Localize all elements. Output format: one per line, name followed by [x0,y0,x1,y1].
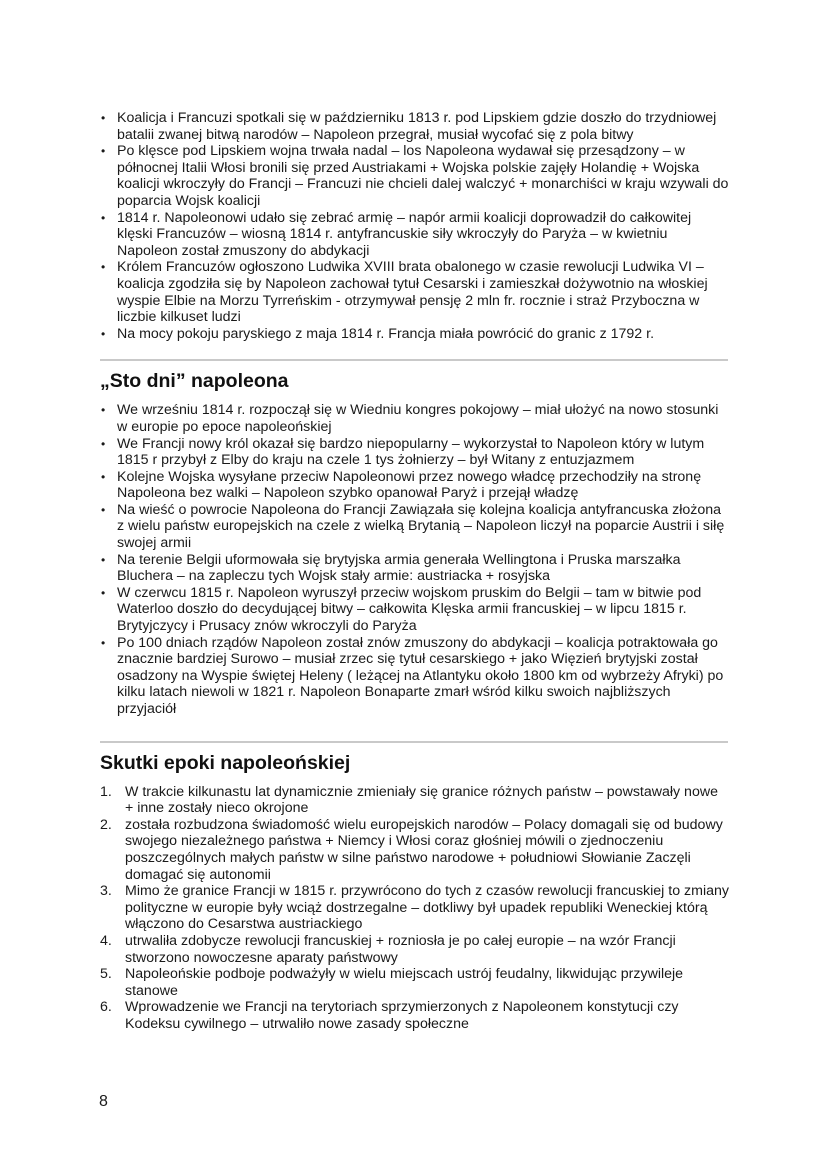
numbered-item [100,784,730,817]
section-heading-skutki: Skutki epoki napoleońskiej [100,751,351,774]
section-heading-sto-dni: „Sto dni” napoleona [100,370,289,393]
bullet-icon: • [101,403,106,418]
list-item-text: Królem Francuzów ogłoszono Ludwika XVIII brata obalonego w czasie rewolucji Ludwika VI – koalicja zgodziła się by Napoleon zachował tytuł Cesarski i zamieszkał dożywotnio na włoskiej wyspie Elbie na Morzu Tyrreńskim - otrzymywał pensję 2 mln fr. rocznie i straż Przyboczna w liczbie kilkuset ludzi [117,259,708,326]
item-number: 6. [100,999,112,1016]
bullet-icon: • [101,210,106,225]
list-item [100,585,730,635]
numbered-item [100,883,730,933]
bullet-icon: • [101,436,106,451]
list-item [100,110,730,143]
bullet-icon: • [101,260,106,275]
list-item-text: Na terenie Belgii uformowała się brytyjska armia generała Wellingtona i Pruska marszałka Bluchera – na zapleczu tych Wojsk stały armie: austriacka + rosyjska [117,551,681,585]
section2-bullet-list [100,402,730,717]
item-number: 2. [100,816,112,833]
bullet-icon: • [101,502,106,517]
list-item-text: W czerwcu 1815 r. Napoleon wyruszył przeciw wojskom pruskim do Belgii – tam w bitwie pod Waterloo doszło do decydującej bitwy – całkowita Klęska armii francuskiej – w lipcu 1815 r. Brytyjczycy i Prusacy znów wkroczyli do Paryża [117,584,702,635]
list-item-text: Na wieść o powrocie Napoleona do Francji Zawiązała się kolejna koalicja antyfrancuska złożona z wielu państw europejskich na czele z wielką Brytanią – Napoleon liczył na poparcie Austrii i siłę swojej armii [117,501,725,552]
bullet-icon: • [101,585,106,600]
list-item [100,402,730,435]
numbered-item-text: utrwaliła zdobycze rewolucji francuskiej + rozniosła je po całej europie – na wzór Francji stworzono nowoczesne aparaty państwowy [125,932,676,966]
item-number: 3. [100,883,112,900]
bullet-icon: • [101,144,106,159]
numbered-item [100,966,730,999]
bullet-icon: • [101,469,106,484]
list-item-text: Na mocy pokoju paryskiego z maja 1814 r. Francja miała powrócić do granic z 1792 r. [117,325,655,342]
list-item [100,469,730,502]
list-item-text: 1814 r. Napoleonowi udało się zebrać armię – napór armii koalicji doprowadził do całkowitej klęski Francuzów – wiosną 1814 r. antyfrancuskie siły wkroczyły do Paryża – w kwietniu Napoleon został zmuszony do abdykacji [117,209,692,259]
page-content [100,110,730,1033]
bullet-icon: • [101,635,106,650]
list-item [100,210,730,260]
item-number: 4. [100,932,112,949]
list-item [100,552,730,585]
bullet-icon: • [101,326,106,341]
section1-bullet-list [100,110,730,342]
list-item-text: Po 100 dniach rządów Napoleon został znów zmuszony do abdykacji – koalicja potraktowała go znacznie bardziej Surowo – musiał zrzec się tytuł cesarskiego + jako Więzień brytyjski został osadzony na Wyspie świętej Heleny ( leżącej na Atlantyku około 1800 km od wybrzeży Afryki) po kilku latach niewoli w 1821 r. Napoleon Bonaparte zmarł wśród kilku swoich najbliższych przyjaciół [117,634,724,717]
list-item-text: Po klęsce pod Lipskiem wojna trwała nadal – los Napoleona wydawał się przesądzony – w północnej Italii Włosi bronili się przed Austriakami + Wojska polskie zajęły Holandię + Wojska koalicji wkroczyły do Francji – Francuzi nie chcieli dalej walczyć + monarchiści w kraju wzywali do poparcia Wojsk koalicji [117,143,729,209]
list-item [100,635,730,718]
list-item [100,143,730,209]
numbered-item-text: W trakcie kilkunastu lat dynamicznie zmieniały się granice różnych państw – powstawały nowe + inne zostały nieco okrojone [125,783,718,817]
list-item-text: Koalicja i Francuzi spotkali się w październiku 1813 r. pod Lipskiem gdzie doszło do trzydniowej batalii zwanej bitwą narodów – Napoleon przegrał, musiał wycofać się z pola bitwy [117,110,717,143]
list-item [100,502,730,552]
numbered-item [100,999,730,1032]
item-number: 5. [100,966,112,983]
numbered-item-text: została rozbudzona świadomość wielu europejskich narodów – Polacy domagali się od budowy swojego niezależnego państwa + Niemcy i Włosi coraz głośniej mówili o zjednoczeniu poszczególnych małych państw w silne państwo narodowe + południowi Słowianie Zaczęli domagać się autonomii [125,816,723,883]
list-item-text: We wrześniu 1814 r. rozpoczął się w Wiedniu kongres pokojowy – miał ułożyć na nowo stosunki w europie po epoce napoleońskiej [117,402,719,435]
numbered-item [100,933,730,966]
list-item-text: We Francji nowy król okazał się bardzo niepopularny – wykorzystał to Napoleon który w lutym 1815 r przybył z Elby do kraju na czele 1 tys żołnierzy – był Witany z entuzjazmem [117,435,705,469]
section-divider [100,359,728,361]
numbered-item-text: Mimo że granice Francji w 1815 r. przywrócono do tych z czasów rewolucji francuskiej to zmiany polityczne w europie były wciąż dostrzegalne – dotkliwy był upadek republiki Weneckiej którą włączono do Cesarstwa austriackiego [125,883,729,933]
list-item [100,326,730,343]
list-item-text: Kolejne Wojska wysyłane przeciw Napoleonowi przez nowego władcę przechodziły na stronę Napoleona bez walki – Napoleon szybko opanował Paryż i przejął władzę [117,468,702,502]
numbered-item [100,817,730,883]
bullet-icon: • [101,111,106,125]
bullet-icon: • [101,552,106,567]
item-number: 1. [100,783,112,800]
list-item [100,259,730,325]
section3-numbered-list [100,784,730,1033]
list-item [100,436,730,469]
numbered-item-text: Wprowadzenie we Francji na terytoriach sprzymierzonych z Napoleonem konstytucji czy Kodeksu cywilnego – utrwaliło nowe zasady społeczne [125,999,679,1032]
page-number: 8 [99,1093,108,1110]
numbered-item-text: Napoleońskie podboje podważyły w wielu miejscach ustrój feudalny, likwidując przywileje stanowe [125,966,684,999]
section-divider [100,741,728,743]
